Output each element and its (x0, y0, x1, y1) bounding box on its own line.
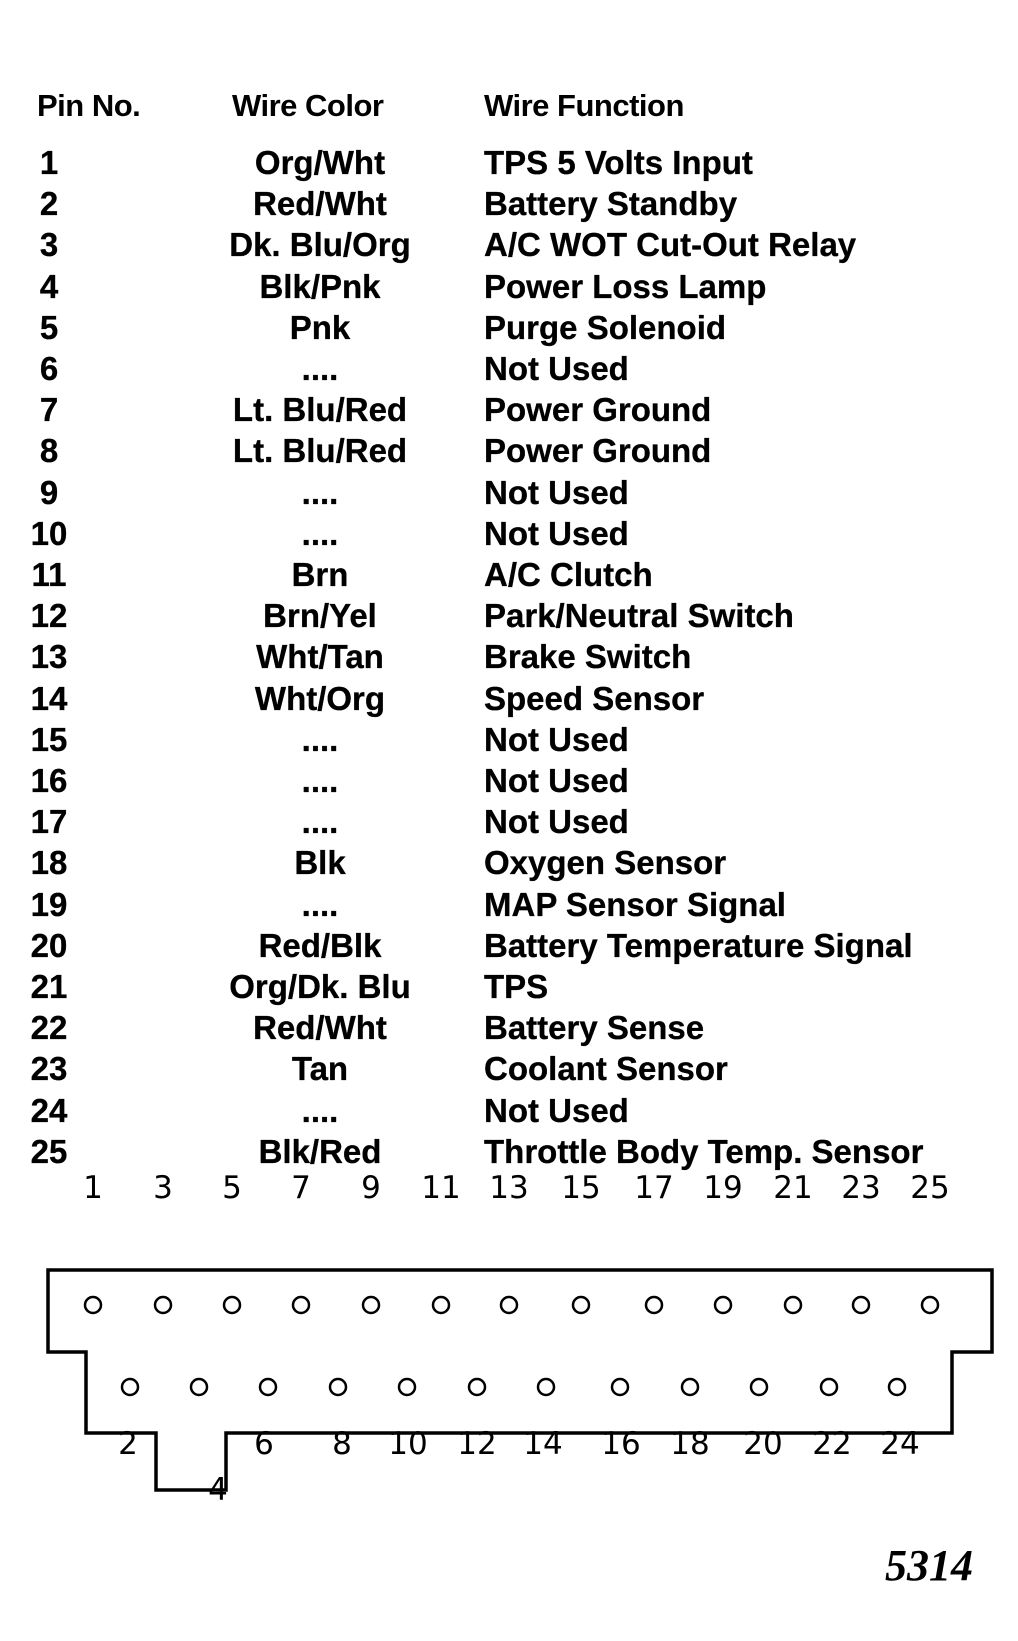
wire-color: Brn/Yel (263, 597, 377, 635)
table-row (0, 266, 1018, 307)
pin-hole-top (646, 1297, 662, 1313)
wire-function: Not Used (484, 1091, 629, 1129)
pin-hole-bottom (191, 1379, 207, 1395)
table-row (0, 1048, 1018, 1089)
header-wire-color: Wire Color (232, 88, 384, 123)
table-row (0, 678, 1018, 719)
connector-diagram (0, 1170, 1018, 1520)
pin-label-top: 1 (83, 1170, 103, 1206)
pin-hole-top (922, 1297, 938, 1313)
table-row (0, 307, 1018, 348)
pin-label-top: 9 (361, 1170, 381, 1206)
pin-hole-bottom (260, 1379, 276, 1395)
wire-function: Not Used (484, 473, 629, 511)
pin-number: 20 (30, 926, 68, 964)
pin-number: 6 (39, 350, 59, 387)
pin-number: 22 (30, 1009, 68, 1047)
table-row (0, 430, 1018, 471)
table-row (0, 389, 1018, 430)
wire-function: Battery Temperature Signal (484, 926, 913, 964)
wire-function: Battery Standby (484, 185, 738, 223)
table-row (0, 472, 1018, 513)
wire-function: Not Used (484, 803, 629, 841)
pin-hole-bottom (889, 1379, 905, 1395)
table-row (0, 142, 1018, 183)
pin-label-top: 23 (841, 1170, 881, 1206)
pin-number: 11 (31, 556, 67, 593)
wire-function: Speed Sensor (484, 679, 705, 717)
wire-color: .... (301, 803, 339, 841)
wire-color: Org/Wht (254, 144, 386, 181)
pin-hole-top (715, 1297, 731, 1313)
table-row (0, 513, 1018, 554)
wire-function: Throttle Body Temp. Sensor (484, 1132, 924, 1170)
wire-function: A/C Clutch (484, 556, 653, 593)
wire-color: Red/Wht (253, 185, 387, 223)
pin-number: 8 (39, 432, 59, 470)
pin-label-bottom: 24 (880, 1426, 920, 1462)
pin-number: 5 (39, 308, 59, 346)
pin-hole-top (293, 1297, 309, 1313)
table-row (0, 760, 1018, 801)
pin-label-top: 25 (910, 1170, 950, 1206)
pin-hole-top (853, 1297, 869, 1313)
pin-label-bottom: 2 (118, 1426, 138, 1462)
wire-function: Park/Neutral Switch (484, 597, 794, 635)
pin-number: 3 (39, 226, 59, 264)
table-row (0, 966, 1018, 1007)
wire-color: Lt. Blu/Red (232, 432, 408, 470)
pin-label-top: 15 (561, 1170, 601, 1206)
pin-number: 18 (30, 844, 68, 882)
wire-color: .... (301, 514, 339, 552)
pin-hole-top (363, 1297, 379, 1313)
pin-hole-bottom (399, 1379, 415, 1395)
wire-function: TPS 5 Volts Input (484, 144, 753, 181)
pin-label-bottom: 22 (812, 1426, 852, 1462)
pin-hole-top (85, 1297, 101, 1313)
pin-hole-top (501, 1297, 517, 1313)
header-pin-no: Pin No. (37, 88, 141, 123)
table-row (0, 1131, 1018, 1172)
pin-label-top: 3 (153, 1170, 173, 1206)
table-row (0, 1007, 1018, 1048)
wire-color: Red/Blk (258, 926, 382, 964)
wire-color: Tan (291, 1050, 349, 1088)
wire-function: Battery Sense (484, 1009, 705, 1047)
wire-function: Not Used (484, 762, 629, 799)
pin-label-top: 21 (773, 1170, 813, 1206)
wire-color: .... (301, 720, 339, 758)
wire-function: Power Loss Lamp (484, 267, 767, 305)
table-row (0, 224, 1018, 265)
wire-color: .... (301, 473, 339, 511)
wire-color: Blk (294, 844, 346, 882)
pin-number: 23 (30, 1050, 68, 1088)
pin-number: 16 (30, 762, 68, 799)
table-row (0, 554, 1018, 595)
pin-hole-bottom (122, 1379, 138, 1395)
pin-hole-bottom (538, 1379, 554, 1395)
pin-number: 1 (39, 144, 59, 181)
pin-number: 4 (39, 267, 59, 305)
pin-number: 9 (39, 473, 59, 511)
table-row (0, 801, 1018, 842)
wire-function: Purge Solenoid (484, 308, 727, 346)
pin-label-top: 17 (634, 1170, 674, 1206)
pin-hole-top (155, 1297, 171, 1313)
table-row (0, 884, 1018, 925)
table-row (0, 925, 1018, 966)
wire-function: Power Ground (484, 432, 712, 470)
wire-color: Wht/Org (254, 679, 386, 717)
wire-function: Not Used (484, 514, 629, 552)
table-row (0, 595, 1018, 636)
pin-label-bottom: 10 (388, 1426, 428, 1462)
wire-color: Pnk (289, 308, 351, 346)
pin-number: 19 (30, 885, 68, 923)
pin-number: 25 (30, 1132, 68, 1170)
pin-number: 2 (39, 185, 59, 223)
pin-label-bottom: 4 (208, 1472, 228, 1508)
table-row (0, 348, 1018, 389)
wire-color: Blk/Red (258, 1132, 382, 1170)
pin-hole-top (224, 1297, 240, 1313)
wire-function: Not Used (484, 350, 629, 387)
wire-function: MAP Sensor Signal (484, 885, 786, 923)
pin-number: 7 (39, 391, 59, 429)
wire-color: Blk/Pnk (259, 267, 381, 305)
table-row (0, 183, 1018, 224)
pin-number: 13 (30, 638, 68, 676)
pin-number: 21 (30, 968, 68, 1005)
wire-function: Not Used (484, 720, 629, 758)
table-row (0, 719, 1018, 760)
wire-color: Lt. Blu/Red (232, 391, 408, 429)
pin-label-top: 5 (222, 1170, 242, 1206)
wire-function: Oxygen Sensor (484, 844, 727, 882)
wire-color: Red/Wht (253, 1009, 387, 1047)
pin-hole-bottom (821, 1379, 837, 1395)
pin-label-bottom: 14 (523, 1426, 563, 1462)
wire-function: A/C WOT Cut-Out Relay (484, 226, 857, 264)
pin-hole-bottom (330, 1379, 346, 1395)
wire-color: Dk. Blu/Org (229, 226, 411, 264)
wire-color: .... (301, 1091, 339, 1129)
pin-label-bottom: 6 (254, 1426, 274, 1462)
pin-label-bottom: 18 (670, 1426, 710, 1462)
pin-hole-bottom (469, 1379, 485, 1395)
wire-color: Brn (291, 556, 349, 593)
wire-function: TPS (484, 968, 549, 1005)
pin-label-top: 19 (703, 1170, 743, 1206)
wire-function: Brake Switch (484, 638, 692, 676)
table-row (0, 636, 1018, 677)
pin-hole-bottom (751, 1379, 767, 1395)
pin-hole-top (433, 1297, 449, 1313)
pin-hole-top (785, 1297, 801, 1313)
pin-label-bottom: 20 (743, 1426, 783, 1462)
pin-number: 14 (30, 679, 68, 717)
wire-function: Coolant Sensor (484, 1050, 728, 1088)
pin-number: 17 (30, 803, 68, 841)
pin-hole-top (573, 1297, 589, 1313)
pin-label-top: 7 (291, 1170, 311, 1206)
wire-color: .... (301, 762, 339, 799)
figure-number: 5314 (885, 1541, 973, 1590)
pin-hole-bottom (612, 1379, 628, 1395)
pin-number: 15 (30, 720, 68, 758)
pin-label-bottom: 12 (457, 1426, 497, 1462)
pin-label-top: 11 (421, 1170, 461, 1206)
pin-number: 24 (30, 1091, 68, 1129)
wire-color: Org/Dk. Blu (229, 968, 411, 1005)
pin-label-bottom: 16 (601, 1426, 641, 1462)
header-wire-function: Wire Function (484, 88, 684, 123)
pin-hole-bottom (682, 1379, 698, 1395)
pin-number: 12 (30, 597, 68, 635)
pin-label-top: 13 (489, 1170, 529, 1206)
pin-number: 10 (30, 514, 68, 552)
pin-label-bottom: 8 (332, 1426, 352, 1462)
wire-color: .... (301, 885, 339, 923)
wire-function: Power Ground (484, 391, 712, 429)
table-row (0, 1090, 1018, 1131)
table-row (0, 842, 1018, 883)
wire-color: Wht/Tan (256, 638, 384, 676)
wire-color: .... (301, 350, 339, 387)
